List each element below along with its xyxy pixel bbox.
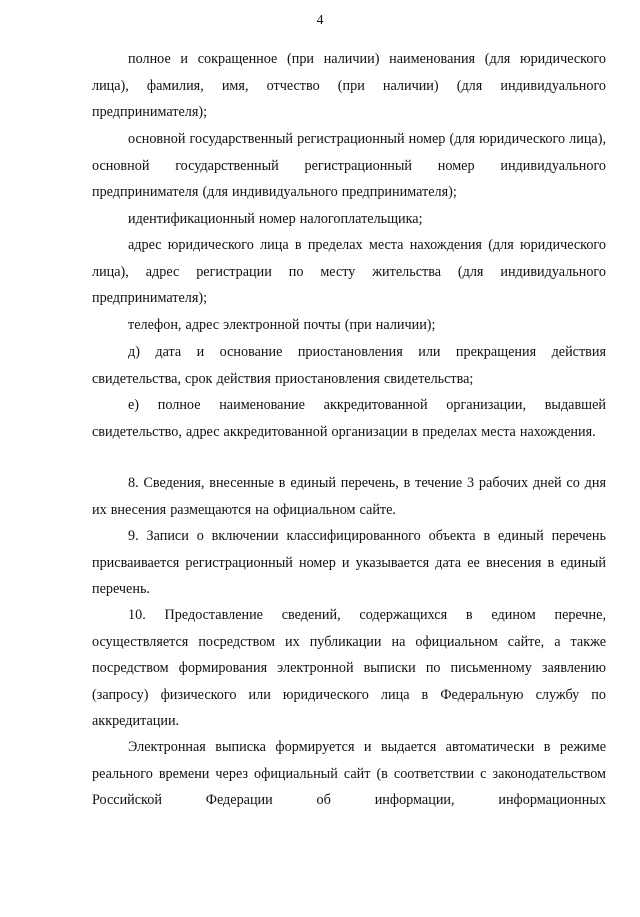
paragraph-registration-number: основной государственный регистрационный номер (для юридического лица), основной государственный регистрационный номер индивидуального предпринимателя (для индивидуального предпринимателя); (92, 131, 606, 201)
paragraph-tax-id: идентификационный номер налогоплательщика; (128, 211, 423, 227)
paragraph-clause-10: 10. Предоставление сведений, содержащихся в едином перечне, осуществляется посредством их публикации на официальном сайте, а также посредством формирования электронной выписки по письменному заявлению (запросу) физического или юридического лица в Федеральную службу по аккредитации. (92, 607, 606, 730)
page-number: 4 (316, 13, 324, 28)
paragraph-clause-8: 8. Сведения, внесенные в единый перечень, в течение 3 рабочих дней со дня их внесения размещаются на официальном сайте. (92, 475, 606, 518)
paragraph-electronic-extract: Электронная выписка формируется и выдается автоматически в режиме реального времени через официальный сайт (в соответствии с законодательством Российской Федерации об информации, информационных (92, 739, 606, 809)
paragraph-item-d: д) дата и основание приостановления или прекращения действия свидетельства, срок действия приостановления свидетельства; (92, 344, 606, 387)
paragraph-full-name: полное и сокращенное (при наличии) наименования (для юридического лица), фамилия, имя, отчество (при наличии) (для индивидуального предпринимателя); (92, 51, 606, 121)
paragraph-clause-9: 9. Записи о включении классифицированного объекта в единый перечень присваивается регистрационный номер и указывается дата ее внесения в единый перечень. (92, 528, 606, 598)
paragraph-contacts: телефон, адрес электронной почты (при наличии); (128, 317, 436, 333)
paragraph-item-e: е) полное наименование аккредитованной организации, выдавшей свидетельство, адрес аккредитованной организации в пределах места нахождения. (92, 397, 606, 440)
paragraph-address: адрес юридического лица в пределах места нахождения (для юридического лица), адрес регистрации по месту жительства (для индивидуального предпринимателя); (92, 237, 606, 307)
